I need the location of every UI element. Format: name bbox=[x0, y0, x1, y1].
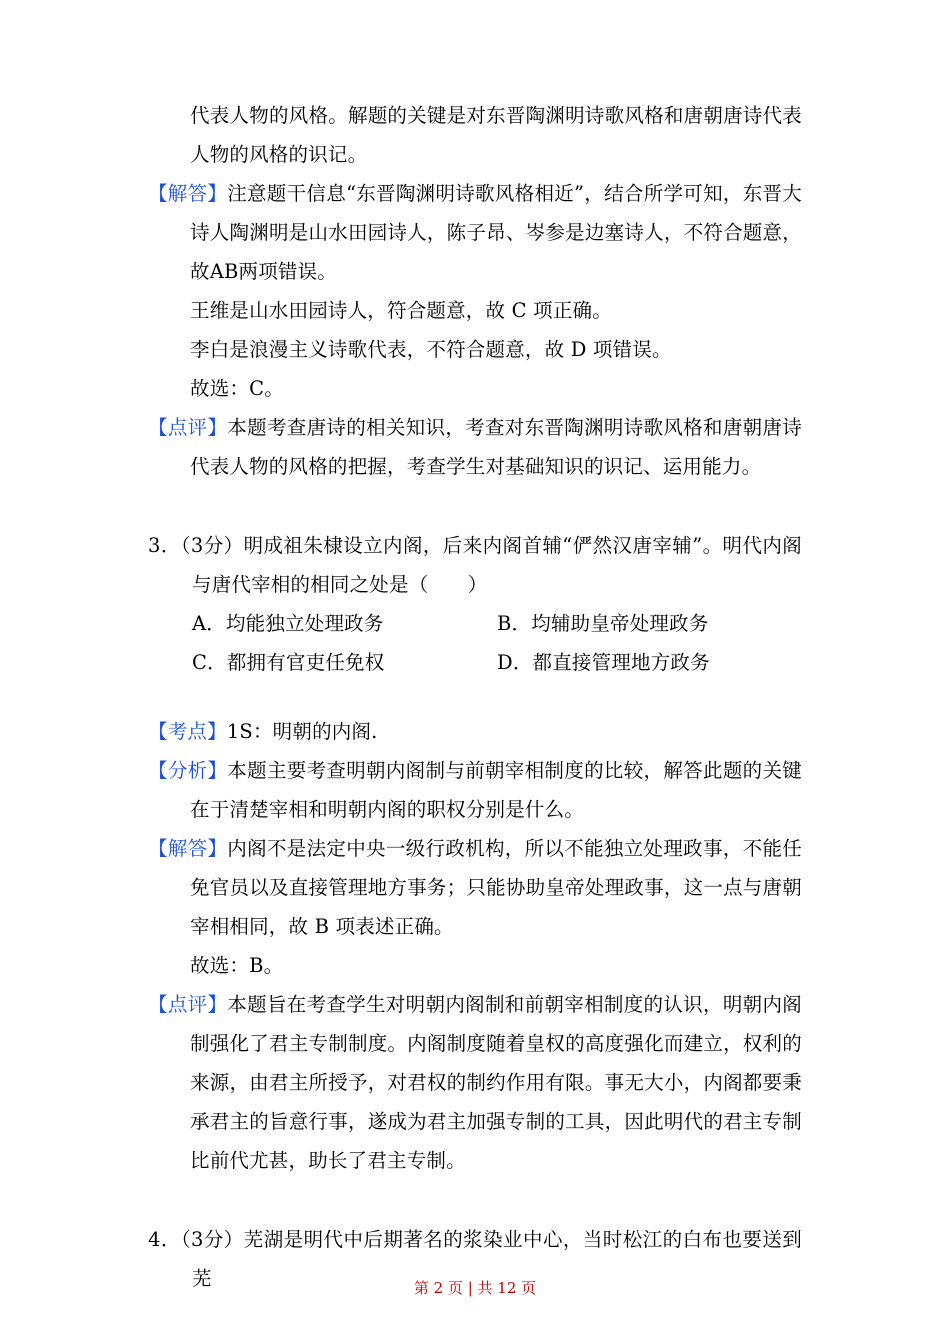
q2-dianping-paragraph bbox=[148, 408, 802, 486]
q3-jieda-text: 内阁不是法定中央一级行政机构，所以不能独立处理政事，不能任免官员以及直接管理地方事务；只能协助皇帝处理政事，这一点与唐朝宰相相同，故 B 项表述正确。 bbox=[190, 837, 802, 938]
question-4-text: （3分）芜湖是明代中后期著名的浆染业中心，当时松江的白布也要送到芜 bbox=[180, 1228, 803, 1290]
fenxi-label: 【分析】 bbox=[148, 759, 228, 782]
question-3-stem bbox=[148, 526, 802, 604]
q2-jieda-paragraph bbox=[148, 174, 802, 291]
dianping-label: 【点评】 bbox=[148, 416, 228, 439]
kaodian-label: 【考点】 bbox=[148, 720, 227, 743]
document-body bbox=[148, 96, 802, 1298]
question-3-text: （3分）明成祖朱棣设立内阁，后来内阁首辅“俨然汉唐宰辅”。明代内阁与唐代宰相的相同之处是（ ） bbox=[180, 534, 802, 596]
question-4-number: 4． bbox=[148, 1228, 181, 1251]
q2-analysis-tail: 代表人物的风格。解题的关键是对东晋陶渊明诗歌风格和唐朝唐诗代表人物的风格的识记。 bbox=[190, 104, 802, 166]
q2-line-c: 王维是山水田园诗人，符合题意，故 C 项正确。 bbox=[190, 299, 612, 322]
q2-line-d: 李白是浪漫主义诗歌代表，不符合题意，故 D 项错误。 bbox=[190, 338, 672, 361]
q2-dianping-text: 本题考查唐诗的相关知识，考查对东晋陶渊明诗歌风格和唐朝唐诗代表人物的风格的把握，考查学生对基础知识的识记、运用能力。 bbox=[190, 416, 802, 478]
question-3-options-row-1 bbox=[148, 604, 802, 643]
q3-jieda-paragraph bbox=[148, 829, 802, 946]
q3-fenxi-paragraph bbox=[148, 751, 802, 829]
q3-answer: 故选：B。 bbox=[190, 954, 284, 977]
q3-dianping-paragraph bbox=[148, 985, 802, 1180]
q3-dianping-text: 本题旨在考查学生对明朝内阁制和前朝宰相制度的认识，明朝内阁制强化了君主专制制度。内阁制度随着皇权的高度强化而建立，权利的来源，由君主所授予，对君权的制约作用有限。事无大小，内阁都要秉承君主的旨意行事，遂成为君主加强专制的工具，因此明代的君主专制比前代尤甚，助长了君主专制。 bbox=[190, 993, 802, 1172]
dianping-label: 【点评】 bbox=[148, 993, 228, 1016]
jieda-label: 【解答】 bbox=[148, 182, 228, 205]
block-spacer bbox=[148, 1180, 802, 1220]
q2-jieda-text: 注意题干信息“东晋陶渊明诗歌风格相近”，结合所学可知，东晋大诗人陶渊明是山水田园诗人，陈子昂、岑参是边塞诗人，不符合题意，故AB两项错误。 bbox=[190, 182, 802, 283]
block-spacer bbox=[148, 682, 802, 712]
question-3-options-row-2 bbox=[148, 643, 802, 682]
question-3-number: 3． bbox=[148, 534, 181, 557]
option-c[interactable]: C．都拥有官吏任免权 bbox=[192, 651, 385, 674]
option-b[interactable]: B．均辅助皇帝处理政务 bbox=[497, 612, 709, 635]
block-spacer bbox=[148, 486, 802, 526]
q2-answer: 故选：C。 bbox=[190, 377, 284, 400]
option-d[interactable]: D．都直接管理地方政务 bbox=[497, 651, 710, 674]
q3-kaodian-text: 1S：明朝的内阁. bbox=[226, 720, 378, 743]
q3-kaodian-paragraph bbox=[148, 712, 802, 751]
jieda-label: 【解答】 bbox=[148, 837, 228, 860]
page-footer bbox=[0, 1277, 950, 1298]
page-footer-text: 第 2 页 | 共 12 页 bbox=[413, 1279, 537, 1297]
option-a[interactable]: A．均能独立处理政务 bbox=[192, 612, 384, 635]
q3-fenxi-text: 本题主要考查明朝内阁制与前朝宰相制度的比较，解答此题的关键在于清楚宰相和明朝内阁的职权分别是什么。 bbox=[190, 759, 802, 821]
